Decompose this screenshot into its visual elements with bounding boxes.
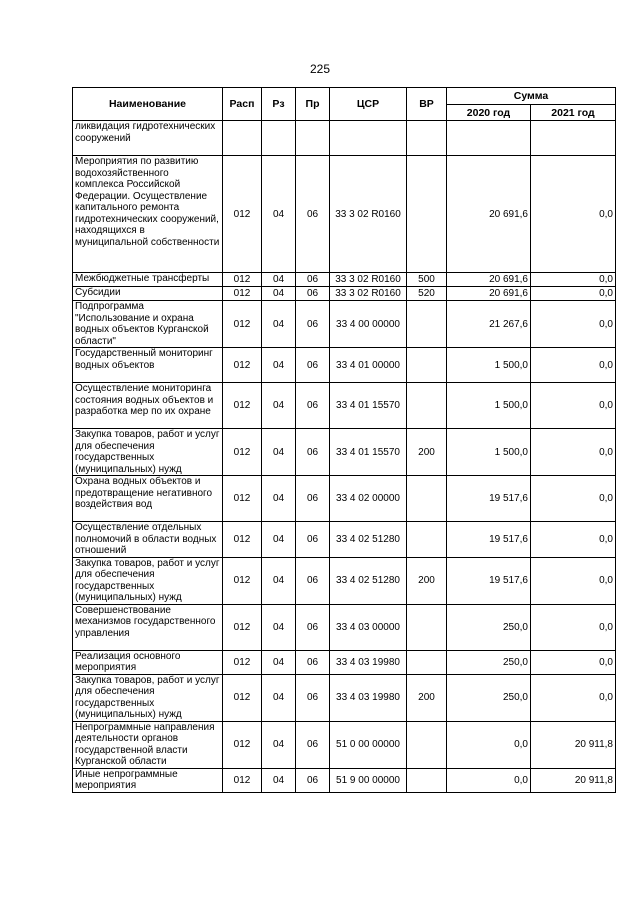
table-body (73, 121, 616, 793)
cell-rz: 04 (262, 476, 296, 522)
cell-rz: 04 (262, 429, 296, 476)
cell-rasp: 012 (223, 476, 262, 522)
cell-pr: 06 (296, 650, 330, 674)
cell-rasp: 012 (223, 522, 262, 558)
cell-rz: 04 (262, 301, 296, 348)
cell-amount-2020: 21 267,6 (447, 301, 531, 348)
header-csr: ЦСР (330, 88, 407, 121)
cell-csr: 33 4 02 00000 (330, 476, 407, 522)
table-row (73, 301, 616, 348)
cell-amount-2020: 0,0 (447, 721, 531, 768)
cell-amount-2020: 0,0 (447, 768, 531, 792)
header-year-2020: 2020 год (447, 105, 531, 121)
cell-name: Совершенствование механизмов государственного управления (73, 604, 223, 650)
table-row (73, 476, 616, 522)
cell-pr: 06 (296, 674, 330, 721)
cell-pr: 06 (296, 429, 330, 476)
cell-pr: 06 (296, 557, 330, 604)
cell-pr: 06 (296, 604, 330, 650)
table-row (73, 287, 616, 301)
cell-rz: 04 (262, 348, 296, 383)
cell-amount-2021: 0,0 (531, 156, 616, 273)
cell-pr (296, 121, 330, 156)
table-row (73, 273, 616, 287)
page-number: 225 (309, 62, 331, 76)
cell-vr (407, 156, 447, 273)
cell-vr (407, 768, 447, 792)
cell-pr: 06 (296, 476, 330, 522)
cell-vr: 520 (407, 287, 447, 301)
cell-name: Охрана водных объектов и предотвращение негативного воздействия вод (73, 476, 223, 522)
cell-amount-2021: 0,0 (531, 287, 616, 301)
table-row (73, 348, 616, 383)
cell-rasp: 012 (223, 429, 262, 476)
cell-pr: 06 (296, 768, 330, 792)
cell-amount-2020: 250,0 (447, 674, 531, 721)
cell-amount-2020: 1 500,0 (447, 348, 531, 383)
table-row (73, 650, 616, 674)
cell-vr: 200 (407, 557, 447, 604)
cell-amount-2020: 250,0 (447, 650, 531, 674)
cell-pr: 06 (296, 156, 330, 273)
cell-csr: 33 4 00 00000 (330, 301, 407, 348)
cell-csr: 33 3 02 R0160 (330, 156, 407, 273)
cell-pr: 06 (296, 383, 330, 429)
cell-csr: 33 4 03 19980 (330, 650, 407, 674)
cell-amount-2021: 0,0 (531, 348, 616, 383)
cell-pr: 06 (296, 348, 330, 383)
table-row (73, 429, 616, 476)
cell-rasp: 012 (223, 273, 262, 287)
cell-vr (407, 721, 447, 768)
cell-name: Закупка товаров, работ и услуг для обеспечения государственных (муниципальных) нужд (73, 557, 223, 604)
cell-amount-2021: 0,0 (531, 476, 616, 522)
cell-vr (407, 383, 447, 429)
table-row (73, 156, 616, 273)
cell-amount-2020: 19 517,6 (447, 522, 531, 558)
cell-amount-2020: 1 500,0 (447, 383, 531, 429)
cell-vr (407, 301, 447, 348)
cell-vr: 200 (407, 429, 447, 476)
cell-rz: 04 (262, 287, 296, 301)
cell-pr: 06 (296, 522, 330, 558)
cell-pr: 06 (296, 301, 330, 348)
cell-csr: 33 3 02 R0160 (330, 287, 407, 301)
cell-rasp: 012 (223, 604, 262, 650)
cell-rz: 04 (262, 650, 296, 674)
cell-csr: 33 4 01 15570 (330, 383, 407, 429)
cell-name: Подпрограмма "Использование и охрана водных объектов Курганской области" (73, 301, 223, 348)
cell-csr (330, 121, 407, 156)
cell-pr: 06 (296, 287, 330, 301)
cell-vr (407, 348, 447, 383)
cell-rz: 04 (262, 156, 296, 273)
cell-rasp: 012 (223, 156, 262, 273)
cell-rasp: 012 (223, 721, 262, 768)
cell-name: Иные непрограммные мероприятия (73, 768, 223, 792)
cell-csr: 33 4 03 19980 (330, 674, 407, 721)
cell-rasp: 012 (223, 348, 262, 383)
cell-amount-2021: 0,0 (531, 674, 616, 721)
cell-name: Государственный мониторинг водных объектов (73, 348, 223, 383)
cell-rz: 04 (262, 522, 296, 558)
cell-rasp (223, 121, 262, 156)
cell-name: Закупка товаров, работ и услуг для обеспечения государственных (муниципальных) нужд (73, 429, 223, 476)
header-rz: Рз (262, 88, 296, 121)
cell-name: Закупка товаров, работ и услуг для обеспечения государственных (муниципальных) нужд (73, 674, 223, 721)
cell-rz: 04 (262, 604, 296, 650)
cell-amount-2020: 19 517,6 (447, 476, 531, 522)
budget-table (72, 87, 616, 793)
cell-csr: 33 3 02 R0160 (330, 273, 407, 287)
cell-name: Межбюджетные трансферты (73, 273, 223, 287)
cell-amount-2021: 20 911,8 (531, 768, 616, 792)
table-row (73, 383, 616, 429)
cell-csr: 33 4 03 00000 (330, 604, 407, 650)
table-row (73, 768, 616, 792)
cell-amount-2021 (531, 121, 616, 156)
cell-vr (407, 522, 447, 558)
cell-rz: 04 (262, 768, 296, 792)
cell-amount-2020: 20 691,6 (447, 287, 531, 301)
header-vr: ВР (407, 88, 447, 121)
cell-amount-2021: 0,0 (531, 429, 616, 476)
cell-amount-2021: 0,0 (531, 604, 616, 650)
cell-amount-2020: 250,0 (447, 604, 531, 650)
cell-csr: 51 0 00 00000 (330, 721, 407, 768)
cell-vr (407, 121, 447, 156)
cell-rz: 04 (262, 273, 296, 287)
cell-csr: 33 4 02 51280 (330, 557, 407, 604)
cell-name: Осуществление отдельных полномочий в области водных отношений (73, 522, 223, 558)
table-row (73, 121, 616, 156)
cell-rz: 04 (262, 721, 296, 768)
cell-rz: 04 (262, 674, 296, 721)
cell-rz: 04 (262, 557, 296, 604)
cell-name: Субсидии (73, 287, 223, 301)
cell-amount-2021: 0,0 (531, 273, 616, 287)
table-row (73, 522, 616, 558)
cell-amount-2021: 20 911,8 (531, 721, 616, 768)
table-row (73, 557, 616, 604)
cell-name: ликвидация гидротехнических сооружений (73, 121, 223, 156)
cell-csr: 33 4 01 15570 (330, 429, 407, 476)
header-year-2021: 2021 год (531, 105, 616, 121)
cell-name: Реализация основного мероприятия (73, 650, 223, 674)
header-pr: Пр (296, 88, 330, 121)
cell-name: Мероприятия по развитию водохозяйственного комплекса Российской Федерации. Осуществление капитального ремонта гидротехнических сооружений, находящихся в муниципальной собственности (73, 156, 223, 273)
cell-amount-2021: 0,0 (531, 301, 616, 348)
cell-rasp: 012 (223, 674, 262, 721)
cell-csr: 33 4 02 51280 (330, 522, 407, 558)
cell-vr: 200 (407, 674, 447, 721)
header-name: Наименование (73, 88, 223, 121)
cell-pr: 06 (296, 273, 330, 287)
cell-name: Непрограммные направления деятельности органов государственной власти Курганской области (73, 721, 223, 768)
table-row (73, 721, 616, 768)
cell-rz: 04 (262, 383, 296, 429)
header-rasp: Расп (223, 88, 262, 121)
cell-amount-2020: 19 517,6 (447, 557, 531, 604)
cell-name: Осуществление мониторинга состояния водных объектов и разработка мер по их охране (73, 383, 223, 429)
cell-csr: 33 4 01 00000 (330, 348, 407, 383)
cell-vr (407, 650, 447, 674)
cell-amount-2021: 0,0 (531, 650, 616, 674)
table-row (73, 604, 616, 650)
cell-amount-2020: 1 500,0 (447, 429, 531, 476)
cell-amount-2020: 20 691,6 (447, 273, 531, 287)
cell-rasp: 012 (223, 768, 262, 792)
cell-rasp: 012 (223, 383, 262, 429)
cell-csr: 51 9 00 00000 (330, 768, 407, 792)
table-row (73, 674, 616, 721)
cell-rasp: 012 (223, 287, 262, 301)
cell-vr: 500 (407, 273, 447, 287)
cell-amount-2021: 0,0 (531, 522, 616, 558)
cell-vr (407, 476, 447, 522)
cell-rasp: 012 (223, 650, 262, 674)
cell-rz (262, 121, 296, 156)
header-sum: Сумма (447, 88, 616, 105)
cell-amount-2021: 0,0 (531, 557, 616, 604)
cell-amount-2021: 0,0 (531, 383, 616, 429)
cell-rasp: 012 (223, 301, 262, 348)
cell-amount-2020 (447, 121, 531, 156)
cell-amount-2020: 20 691,6 (447, 156, 531, 273)
cell-pr: 06 (296, 721, 330, 768)
cell-rasp: 012 (223, 557, 262, 604)
cell-vr (407, 604, 447, 650)
